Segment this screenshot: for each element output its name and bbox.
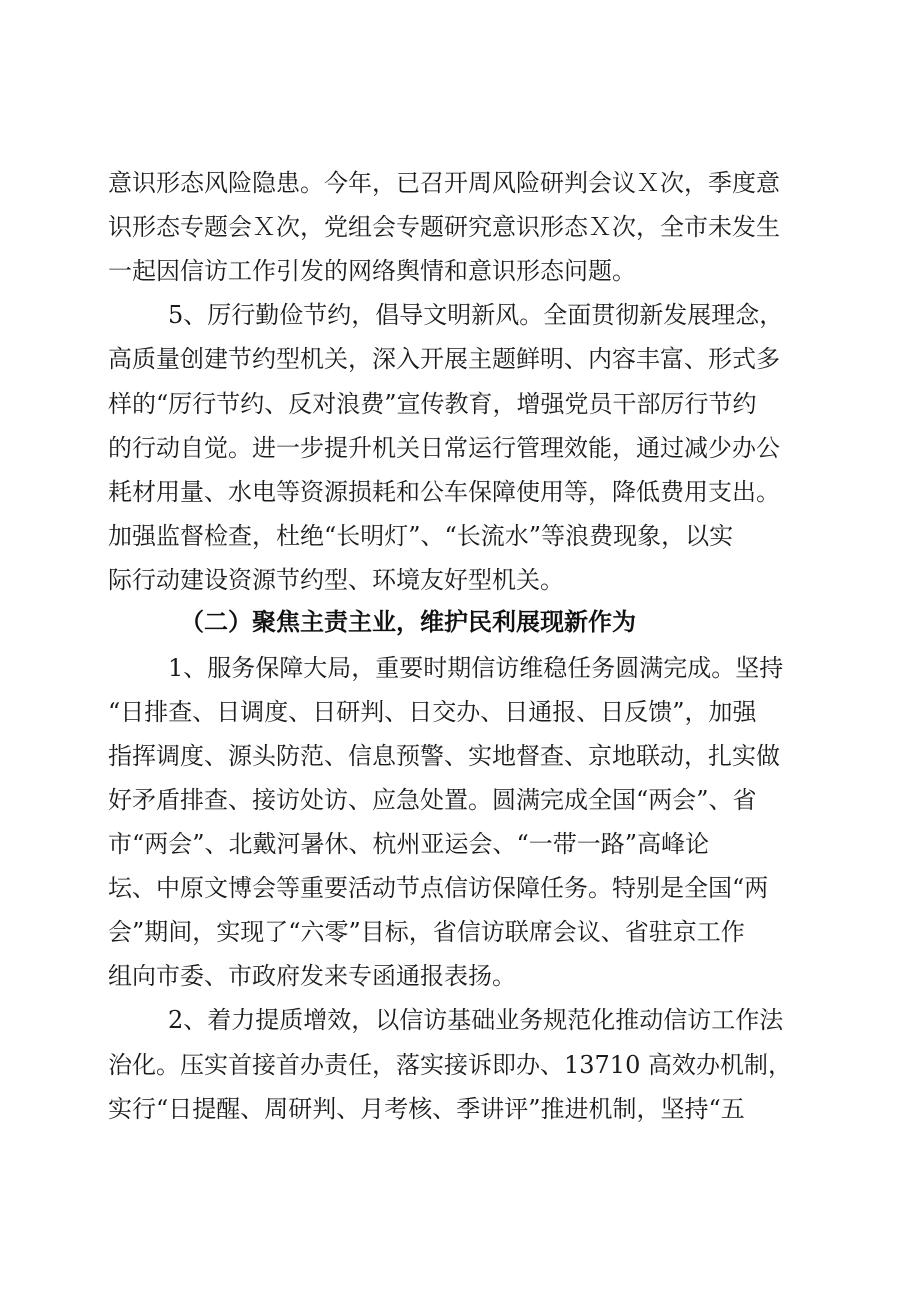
text-line: 意识形态风险隐患。今年，已召开周风险研判会议Ｘ次，季度意: [108, 169, 780, 197]
paragraph-2-start: 2、着力提质增效，以信访基础业务规范化推动信访工作法: [168, 1006, 784, 1034]
text-line: 的行动自觉。进一步提升机关日常运行管理效能，通过减少办公: [108, 434, 780, 462]
paragraph-5-start: 5、厉行勤俭节约，倡导文明新风。全面贯彻新发展理念，: [168, 301, 784, 329]
text-line: 样的“厉行节约、反对浪费”宣传教育，增强党员干部厉行节约: [108, 390, 757, 418]
section-heading: （二）聚焦主责主业，维护民利展现新作为: [180, 608, 636, 636]
text-line: 市“两会”、北戴河暑休、杭州亚运会、“一带一路”高峰论: [108, 830, 710, 858]
text-line: “日排查、日调度、日研判、日交办、日通报、日反馈”，加强: [108, 698, 757, 726]
text-line: 治化。压实首接首办责任，落实接诉即办、13710 高效办机制，: [108, 1051, 792, 1079]
text-line: 一起因信访工作引发的网络舆情和意识形态问题。: [108, 257, 636, 285]
text-line: 加强监督检查，杜绝“长明灯”、“长流水”等浪费现象，以实: [108, 522, 734, 550]
text-line: 指挥调度、源头防范、信息预警、实地督查、京地联动，扎实做: [108, 742, 780, 770]
text-line: 识形态专题会Ｘ次，党组会专题研究意识形态Ｘ次，全市未发生: [108, 213, 780, 241]
text-line: 际行动建设资源节约型、环境友好型机关。: [108, 566, 564, 594]
text-line: 会”期间，实现了“六零”目标，省信访联席会议、省驻京工作: [108, 918, 745, 946]
text-line: 耗材用量、水电等资源损耗和公车保障使用等，降低费用支出。: [108, 478, 780, 506]
text-line: 好矛盾排查、接访处访、应急处置。圆满完成全国“两会”、省: [108, 786, 757, 814]
text-line: 高质量创建节约型机关，深入开展主题鲜明、内容丰富、形式多: [108, 345, 780, 373]
text-line: 坛、中原文博会等重要活动节点信访保障任务。特别是全国“两: [108, 874, 769, 902]
text-line: 实行“日提醒、周研判、月考核、季讲评”推进机制，坚持“五: [108, 1095, 745, 1123]
paragraph-1-start: 1、服务保障大局，重要时期信访维稳任务圆满完成。坚持: [168, 654, 784, 682]
text-line: 组向市委、市政府发来专函通报表扬。: [108, 962, 516, 990]
